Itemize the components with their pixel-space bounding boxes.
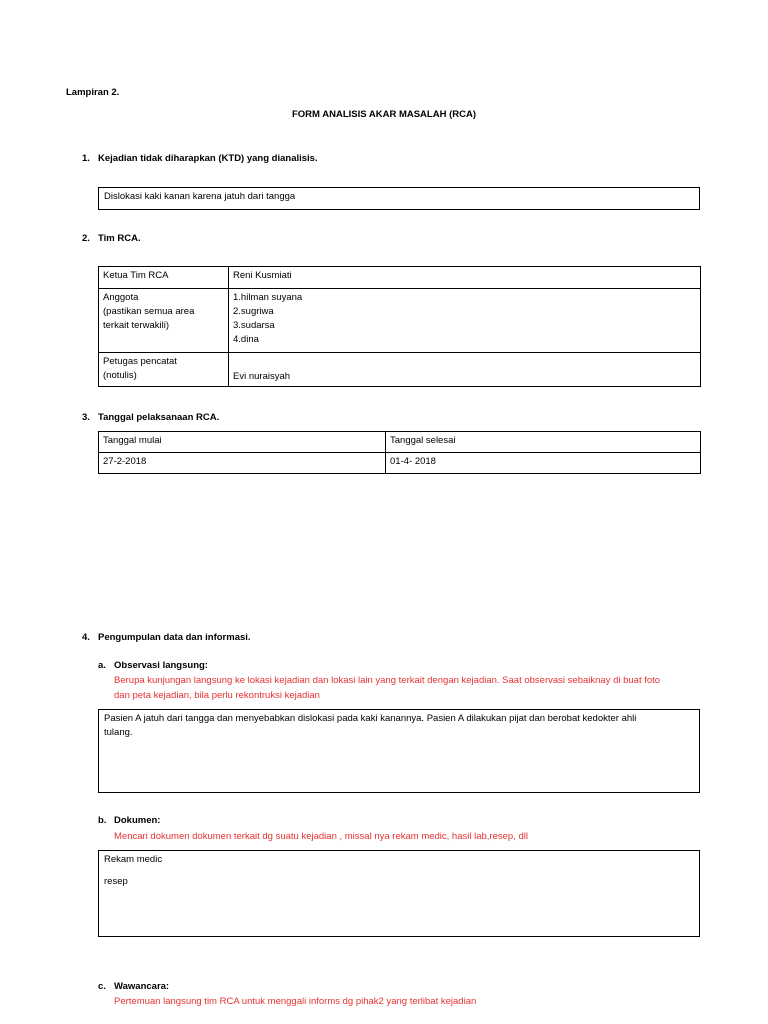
petugas-label-cell: [99, 353, 229, 387]
subsection-a-letter: a.: [98, 660, 106, 671]
table-row: [99, 432, 701, 453]
anggota-note-2: terkait terwakili): [103, 320, 169, 331]
petugas-label: Petugas pencatat: [103, 356, 177, 367]
anggota-member: 4.dina: [233, 334, 259, 345]
subsection-b-heading: [98, 815, 160, 826]
subsection-a-heading: [98, 660, 208, 671]
anggota-label-cell: [99, 289, 229, 353]
section-1-number: 1.: [82, 153, 90, 164]
table-row: [99, 453, 701, 474]
instruction-line: Berupa kunjungan langsung ke lokasi kejadian dan lokasi lain yang terkait dengan kejadian. Saat observasi sebaiknay di buat foto: [114, 675, 661, 686]
subsection-b-title: Dokumen:: [114, 815, 161, 826]
ketua-value: Reni Kusmiati: [229, 267, 701, 289]
anggota-values-cell: [229, 289, 701, 353]
section-4-number: 4.: [82, 632, 90, 643]
dokumen-text-line: Rekam medic: [104, 854, 163, 865]
tanggal-selesai-value: 01-4- 2018: [386, 453, 701, 474]
ketua-label: Ketua Tim RCA: [99, 267, 229, 289]
observasi-instruction: [114, 673, 660, 703]
table-row: [99, 267, 701, 289]
section-2-title: Tim RCA.: [98, 233, 141, 244]
section-3-heading: [82, 412, 219, 423]
anggota-note-1: (pastikan semua area: [103, 306, 195, 317]
subsection-c-letter: c.: [98, 981, 106, 992]
section-1-heading: [82, 153, 318, 164]
section-2-heading: [82, 233, 141, 244]
subsection-b-letter: b.: [98, 815, 107, 826]
anggota-member: 3.sudarsa: [233, 320, 275, 331]
anggota-member: 1.hilman suyana: [233, 292, 303, 303]
tim-rca-table: [98, 266, 701, 387]
tanggal-mulai-value: 27-2-2018: [99, 453, 386, 474]
subsection-a-title: Observasi langsung:: [114, 660, 208, 671]
section-1-title: Kejadian tidak diharapkan (KTD) yang dianalisis.: [98, 153, 318, 164]
tanggal-table: [98, 431, 701, 474]
dokumen-box: [98, 850, 700, 937]
wawancara-instruction: Pertemuan langsung tim RCA untuk menggali informs dg pihak2 yang terlibat kejadian: [114, 996, 477, 1007]
petugas-note: (notulis): [103, 370, 137, 381]
petugas-value: Evi nuraisyah: [229, 353, 701, 387]
page-title: FORM ANALISIS AKAR MASALAH (RCA): [291, 109, 476, 120]
section-3-number: 3.: [82, 412, 90, 423]
section-4-title: Pengumpulan data dan informasi.: [98, 632, 251, 643]
dokumen-text-line: resep: [104, 876, 128, 887]
section-3-title: Tanggal pelaksanaan RCA.: [98, 412, 220, 423]
lampiran-label: Lampiran 2.: [66, 87, 120, 98]
observasi-box: [98, 709, 700, 793]
dokumen-instruction: Mencari dokumen dokumen terkait dg suatu kejadian , missal nya rekam medic, hasil lab,resep, dll: [114, 831, 528, 842]
tanggal-selesai-header: Tanggal selesai: [386, 432, 701, 453]
instruction-line: dan peta kejadian, bila perlu rekontruksi kejadian: [114, 690, 320, 701]
tanggal-mulai-header: Tanggal mulai: [99, 432, 386, 453]
table-row: [99, 289, 701, 353]
anggota-member: 2.sugriwa: [233, 306, 274, 317]
observasi-text-line: Pasien A jatuh dari tangga dan menyebabkan dislokasi pada kaki kanannya. Pasien A dilakukan pijat dan berobat kedokter ahli: [104, 713, 637, 724]
section-2-number: 2.: [82, 233, 90, 244]
section-4-heading: [82, 632, 251, 643]
observasi-text-line: tulang.: [104, 727, 133, 738]
ktd-value: Dislokasi kaki kanan karena jatuh dari tangga: [104, 191, 296, 202]
table-row: [99, 353, 701, 387]
subsection-c-heading: [98, 981, 169, 992]
anggota-label: Anggota: [103, 292, 139, 303]
ktd-box: [98, 187, 700, 210]
subsection-c-title: Wawancara:: [114, 981, 170, 992]
